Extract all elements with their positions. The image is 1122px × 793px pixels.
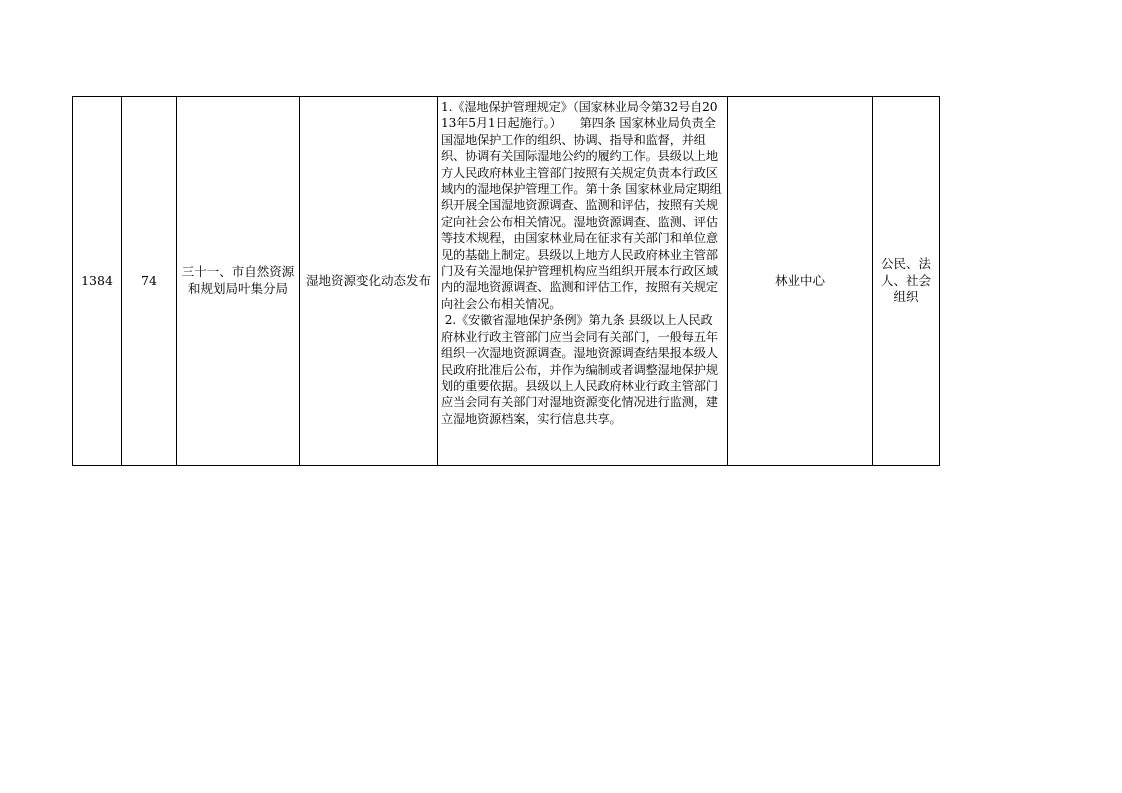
target-audience-cell: 公民、法人、社会组织 [873,97,940,466]
legal-basis-cell [438,97,728,466]
responsible-unit-cell: 林业中心 [728,97,873,466]
department-cell: 三十一、市自然资源和规划局叶集分局 [177,97,300,466]
serial-number-cell: 1384 [73,97,122,466]
basis-paragraph: 1.《湿地保护管理规定》（国家林业局令第32号自2013年5月1日起施行。） 第四条 国家林业局负责全国湿地保护工作的组织、协调、指导和监督，并组织、协调有关国际湿地公约的履约工作。县级以上地方人民政府林业主管部门按照有关规定负责本行政区域内的湿地保护管理工作。第十条 国家林业局定期组织开展全国湿地资源调查、监测和评估，按照有关规定向社会公布相关情况。湿地资源调查、监测、评估等技术规程，由国家林业局在征求有关部门和单位意见的基础上制定。县级以上地方人民政府林业主管部门及有关湿地保护管理机构应当组织开展本行政区域内的湿地资源调查、监测和评估工作，按照有关规定向社会公布相关情况。 [441,100,722,311]
table-row [73,97,940,466]
item-number-cell: 74 [122,97,177,466]
basis-paragraph: 2.《安徽省湿地保护条例》第九条 县级以上人民政府林业行政主管部门应当会同有关部门，一般每五年组织一次湿地资源调查。湿地资源调查结果报本级人民政府批准后公布，并作为编制或者调整湿地保护规划的重要依据。县级以上人民政府林业行政主管部门应当会同有关部门对湿地资源变化情况进行监测，建立湿地资源档案，实行信息共享。 [441,313,718,426]
disclosure-table [72,96,940,466]
item-name-cell: 湿地资源变化动态发布 [300,97,438,466]
